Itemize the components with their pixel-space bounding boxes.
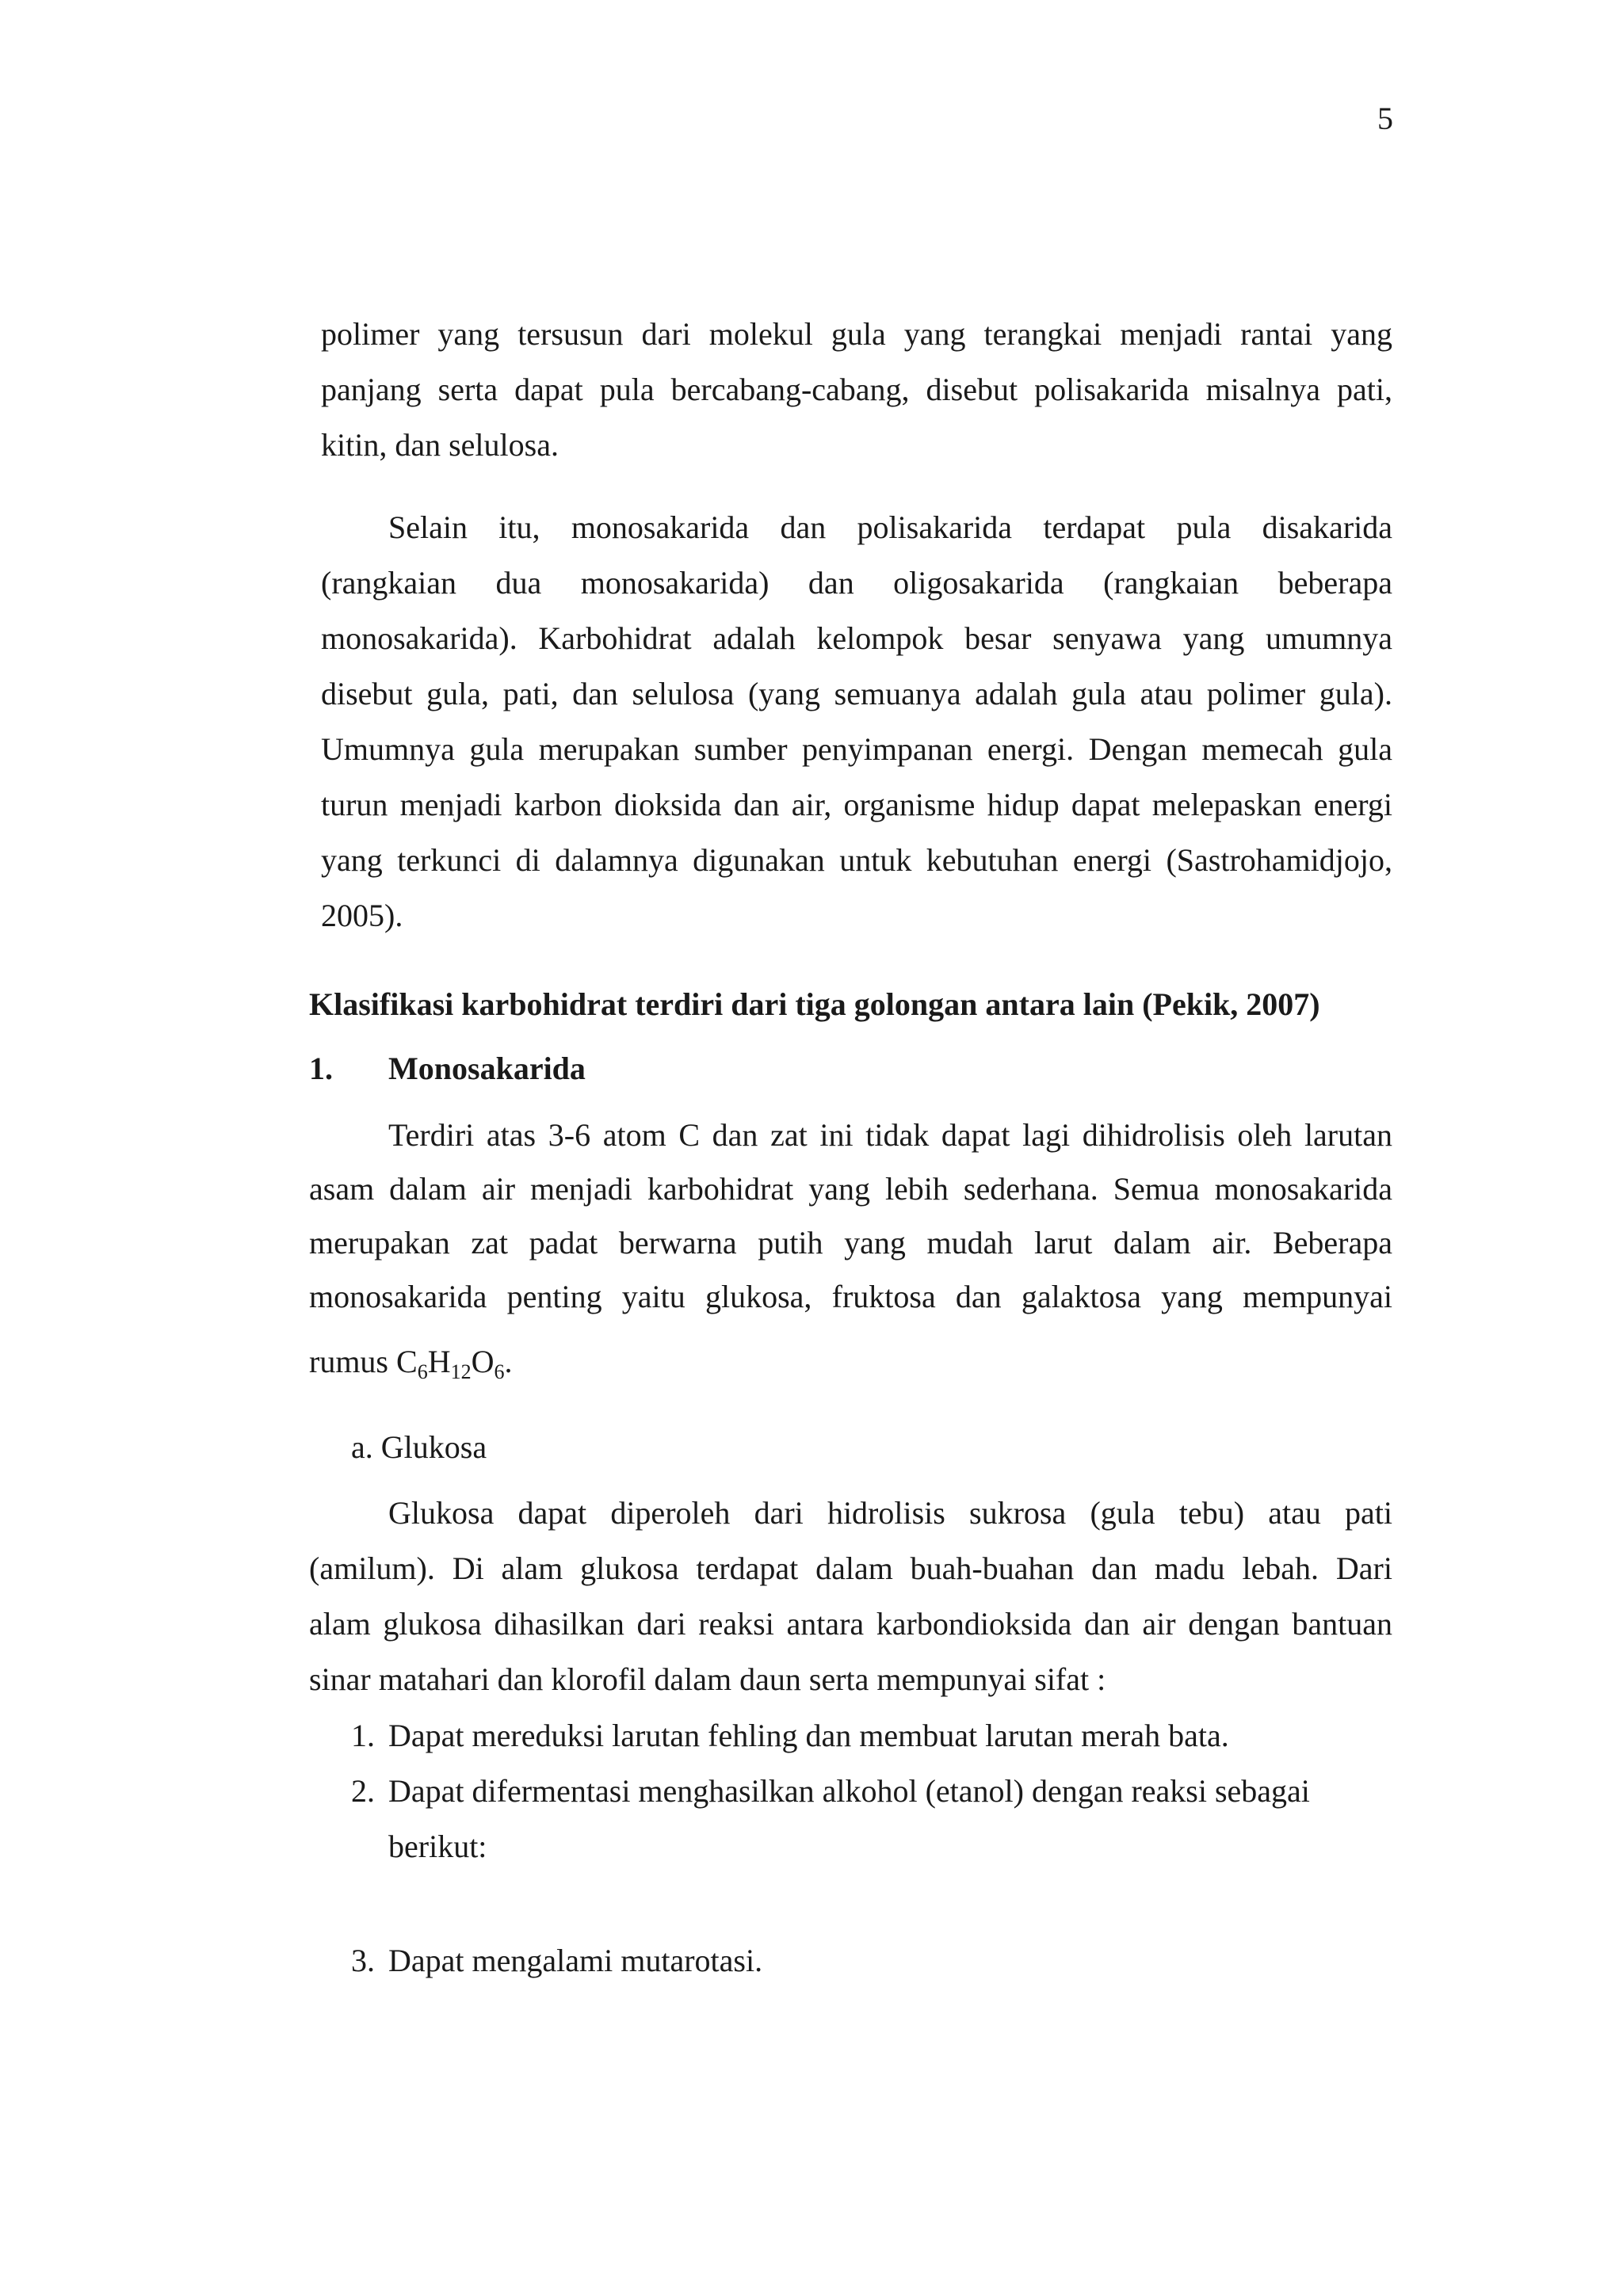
text-line: (rangkaian dua monosakarida) dan oligosakarida (rangkaian beberapa <box>321 565 1392 601</box>
formula-prefix: rumus C <box>309 1344 418 1379</box>
text-line: Selain itu, monosakarida dan polisakarida terdapat pula disakarida <box>388 509 1392 545</box>
formula-element: H <box>427 1344 451 1379</box>
list-item-text: berikut: <box>388 1829 487 1864</box>
text-line: Umumnya gula merupakan sumber penyimpanan energi. Dengan memecah gula <box>321 731 1392 767</box>
text-line: panjang serta dapat pula bercabang-cabang, disebut polisakarida misalnya pati, <box>321 372 1392 407</box>
list-number: 1. <box>351 1718 375 1753</box>
text-line: turun menjadi karbon dioksida dan air, organisme hidup dapat melepaskan energi <box>321 787 1392 822</box>
list-item-text: Dapat mengalami mutarotasi. <box>388 1943 763 1978</box>
subheading: a. Glukosa <box>351 1429 487 1465</box>
formula-sub: 6 <box>494 1360 505 1383</box>
section-title: Monosakarida <box>388 1051 586 1086</box>
text-line: Glukosa dapat diperoleh dari hidrolisis sukrosa (gula tebu) atau pati <box>388 1495 1392 1531</box>
text-line: monosakarida penting yaitu glukosa, fruktosa dan galaktosa yang mempunyai <box>309 1279 1392 1314</box>
formula-sub: 6 <box>417 1360 428 1383</box>
text-line: sinar matahari dan klorofil dalam daun serta mempunyai sifat : <box>309 1661 1106 1697</box>
list-number: 2. <box>351 1773 375 1809</box>
list-item-text: Dapat difermentasi menghasilkan alkohol (etanol) dengan reaksi sebagai <box>388 1773 1310 1809</box>
text-line: alam glukosa dihasilkan dari reaksi antara karbondioksida dan air dengan bantuan <box>309 1606 1392 1642</box>
page-number: 5 <box>1377 101 1393 136</box>
list-item-text: Dapat mereduksi larutan fehling dan membuat larutan merah bata. <box>388 1718 1229 1753</box>
text-line: monosakarida). Karbohidrat adalah kelompok besar senyawa yang umumnya <box>321 620 1392 656</box>
formula-element: O <box>471 1344 495 1379</box>
formula-line <box>309 1334 512 1390</box>
text-line: yang terkunci di dalamnya digunakan untuk kebutuhan energi (Sastrohamidjojo, <box>321 842 1392 878</box>
text-line: 2005). <box>321 898 403 933</box>
section-heading: Klasifikasi karbohidrat terdiri dari tiga golongan antara lain (Pekik, 2007) <box>309 986 1320 1022</box>
formula-suffix: . <box>504 1344 513 1379</box>
text-line: kitin, dan selulosa. <box>321 427 559 463</box>
text-line: asam dalam air menjadi karbohidrat yang lebih sederhana. Semua monosakarida <box>309 1171 1392 1207</box>
section-number: 1. <box>309 1051 333 1086</box>
formula-sub: 12 <box>450 1360 472 1383</box>
text-line: merupakan zat padat berwarna putih yang mudah larut dalam air. Beberapa <box>309 1225 1392 1261</box>
text-line: Terdiri atas 3-6 atom C dan zat ini tidak dapat lagi dihidrolisis oleh larutan <box>388 1117 1392 1153</box>
list-number: 3. <box>351 1943 375 1978</box>
text-line: disebut gula, pati, dan selulosa (yang semuanya adalah gula atau polimer gula). <box>321 676 1392 711</box>
text-line: (amilum). Di alam glukosa terdapat dalam buah-buahan dan madu lebah. Dari <box>309 1550 1392 1586</box>
text-line: polimer yang tersusun dari molekul gula yang terangkai menjadi rantai yang <box>321 316 1392 352</box>
